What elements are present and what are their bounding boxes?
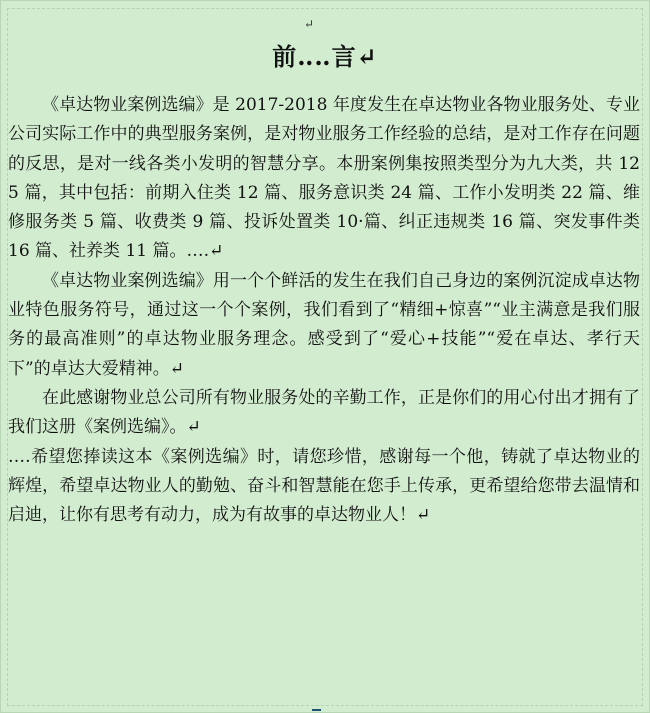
intro-paragraph: 《卓达物业案例选编》是 2017-2018 年度发生在卓达物业各物业服务处、专业公司实际工作中的典型服务案例，是对物业服务工作经验的总结，是对工作存在问题的反思，是对一线各类小发明的智慧分享。本册案例集按照类型分为九大类，共 125 篇，其中包括：前期入住类 12 篇、服务意识类 24 篇、工作小发明类 22 篇、维修服务类 5 篇、收费类 9 篇、投诉处置类 10·篇、纠正违规类 16 篇、突发事件类 16 篇、社养类 11 篇。‥‥↵ [8,95,640,262]
document-title: 前‥‥言↵ [272,42,378,71]
page-bottom-marker [312,709,321,711]
document-body [8,91,640,530]
case-collection-paragraph: 《卓达物业案例选编》用一个个鲜活的发生在我们自己身边的案例沉淀成卓达物业特色服务符号，通过这一个个案例，我们看到了“精细+惊喜”“业主满意是我们服务的最高准则”的卓达物业服务理念。感受到了“爱心+技能”“爱在卓达、孝行天下”的卓达大爱精神。↵ [8,270,640,379]
thanks-paragraph: 在此感谢物业总公司所有物业服务处的辛勤工作，正是你们的用心付出才拥有了我们这册《案例选编》。↵ [8,387,640,438]
paragraph-mark: ↵ [304,17,315,31]
closing-paragraph: ‥‥希望您捧读这本《案例选编》时，请您珍惜，感谢每一个他，铸就了卓达物业的辉煌，希望卓达物业人的勤勉、奋斗和智慧能在您手上传承，更希望给您带去温情和启迪，让你有思考有动力，成为有故事的卓达物业人！↵ [8,446,640,526]
